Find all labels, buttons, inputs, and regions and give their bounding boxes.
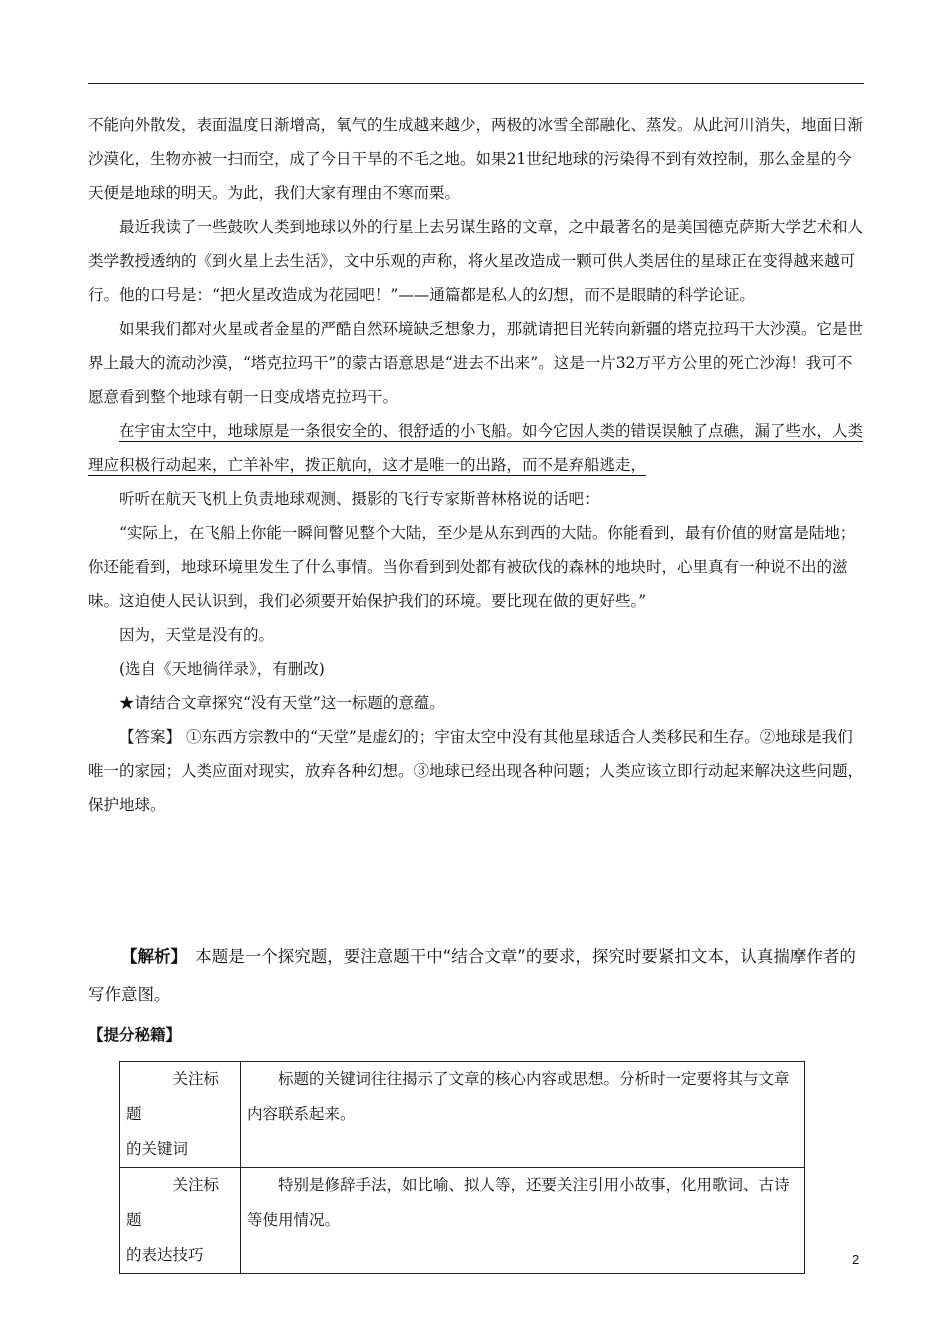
underlined-sentence: 在宇宙太空中，地球原是一条很安全的、很舒适的小飞船。如今它因人类的错误误触了点礁，漏了些水，人类理应积极行动起来，亡羊补牢，拨正航向，这才是唯一的出路，而不是弃船逃走， <box>88 422 864 474</box>
tips-key-line1: 关注标题 <box>126 1176 220 1229</box>
tips-key-line1: 关注标题 <box>126 1070 220 1123</box>
tips-desc-cell: 特别是修辞手法，如比喻、拟人等，还要关注引用小故事，化用歌词、古诗等使用情况。 <box>241 1168 805 1274</box>
question: ★请结合文章探究“没有天堂”这一标题的意蕴。 <box>119 694 445 712</box>
analysis <box>88 938 864 1014</box>
answer-text: ①东西方宗教中的“天堂”是虚幻的；宇宙太空中没有其他星球适合人类移民和生存。②地球是我们唯一的家园；人类应面对现实，放弃各种幻想。③地球已经出现各种问题；人类应该立即行动起来解决这些问题，保护地球。 <box>88 728 864 814</box>
table-row <box>120 1168 805 1274</box>
tips-key-line2: 的关键词 <box>126 1140 189 1158</box>
header-rule <box>88 83 864 84</box>
tips-key-cell <box>120 1062 241 1168</box>
table-row <box>120 1062 805 1168</box>
paragraph-4-underlined <box>88 414 864 482</box>
tips-desc-cell: 标题的关键词往往揭示了文章的核心内容或思想。分析时一定要将其与文章内容联系起来。 <box>241 1062 805 1168</box>
paragraph-7: 因为，天堂是没有的。 <box>119 626 275 644</box>
paragraph-1: 不能向外散发，表面温度日渐增高，氧气的生成越来越少，两极的冰雪全部融化、蒸发。从此河川消失，地面日渐沙漠化，生物亦被一扫而空，成了今日干旱的不毛之地。如果21世纪地球的污染得不到有效控制，那么金星的今天便是地球的明天。为此，我们大家有理由不寒而栗。 <box>88 116 864 202</box>
tips-table <box>119 1061 805 1274</box>
page-number: 2 <box>852 1252 860 1267</box>
analysis-text: 本题是一个探究题，要注意题干中“结合文章”的要求，探究时要紧扣文本，认真揣摩作者的写作意图。 <box>88 947 856 1004</box>
article-body <box>88 108 864 822</box>
tips-key-cell <box>120 1168 241 1274</box>
answer-label: 【答案】 <box>119 728 182 746</box>
paragraph-5: 听听在航天飞机上负责地球观测、摄影的飞行专家斯普林格说的话吧： <box>119 490 600 508</box>
source-note: (选自《天地徜徉录》，有删改) <box>119 660 325 678</box>
paragraph-6-quote: “实际上，在飞船上你能一瞬间瞥见整个大陆，至少是从东到西的大陆。你能看到，最有价值的财富是陆地；你还能看到，地球环境里发生了什么事情。当你看到到处都有被砍伐的森林的地块时，心里真有一种说不出的滋味。这迫使人民认识到，我们必须要开始保护我们的环境。要比现在做的更好些。” <box>88 524 856 610</box>
analysis-label: 【解析】 <box>121 947 179 966</box>
answer <box>88 720 864 822</box>
paragraph-3: 如果我们都对火星或者金星的严酷自然环境缺乏想象力，那就请把目光转向新疆的塔克拉玛干大沙漠。它是世界上最大的流动沙漠，“塔克拉玛干”的蒙古语意思是“进去不出来”。这是一片32万平方公里的死亡沙海！我可不愿意看到整个地球有朝一日变成塔克拉玛干。 <box>88 320 864 406</box>
tips-label: 【提分秘籍】 <box>88 1026 182 1044</box>
paragraph-2: 最近我读了一些鼓吹人类到地球以外的行星上去另谋生路的文章，之中最著名的是美国德克萨斯大学艺术和人类学教授透纳的《到火星上去生活》，文中乐观的声称，将火星改造成一颗可供人类居住的星球正在变得越来越可行。他的口号是：“把火星改造成为花园吧！”——通篇都是私人的幻想，而不是眼睛的科学论证。 <box>88 218 864 304</box>
tips-key-line2: 的表达技巧 <box>126 1246 204 1264</box>
